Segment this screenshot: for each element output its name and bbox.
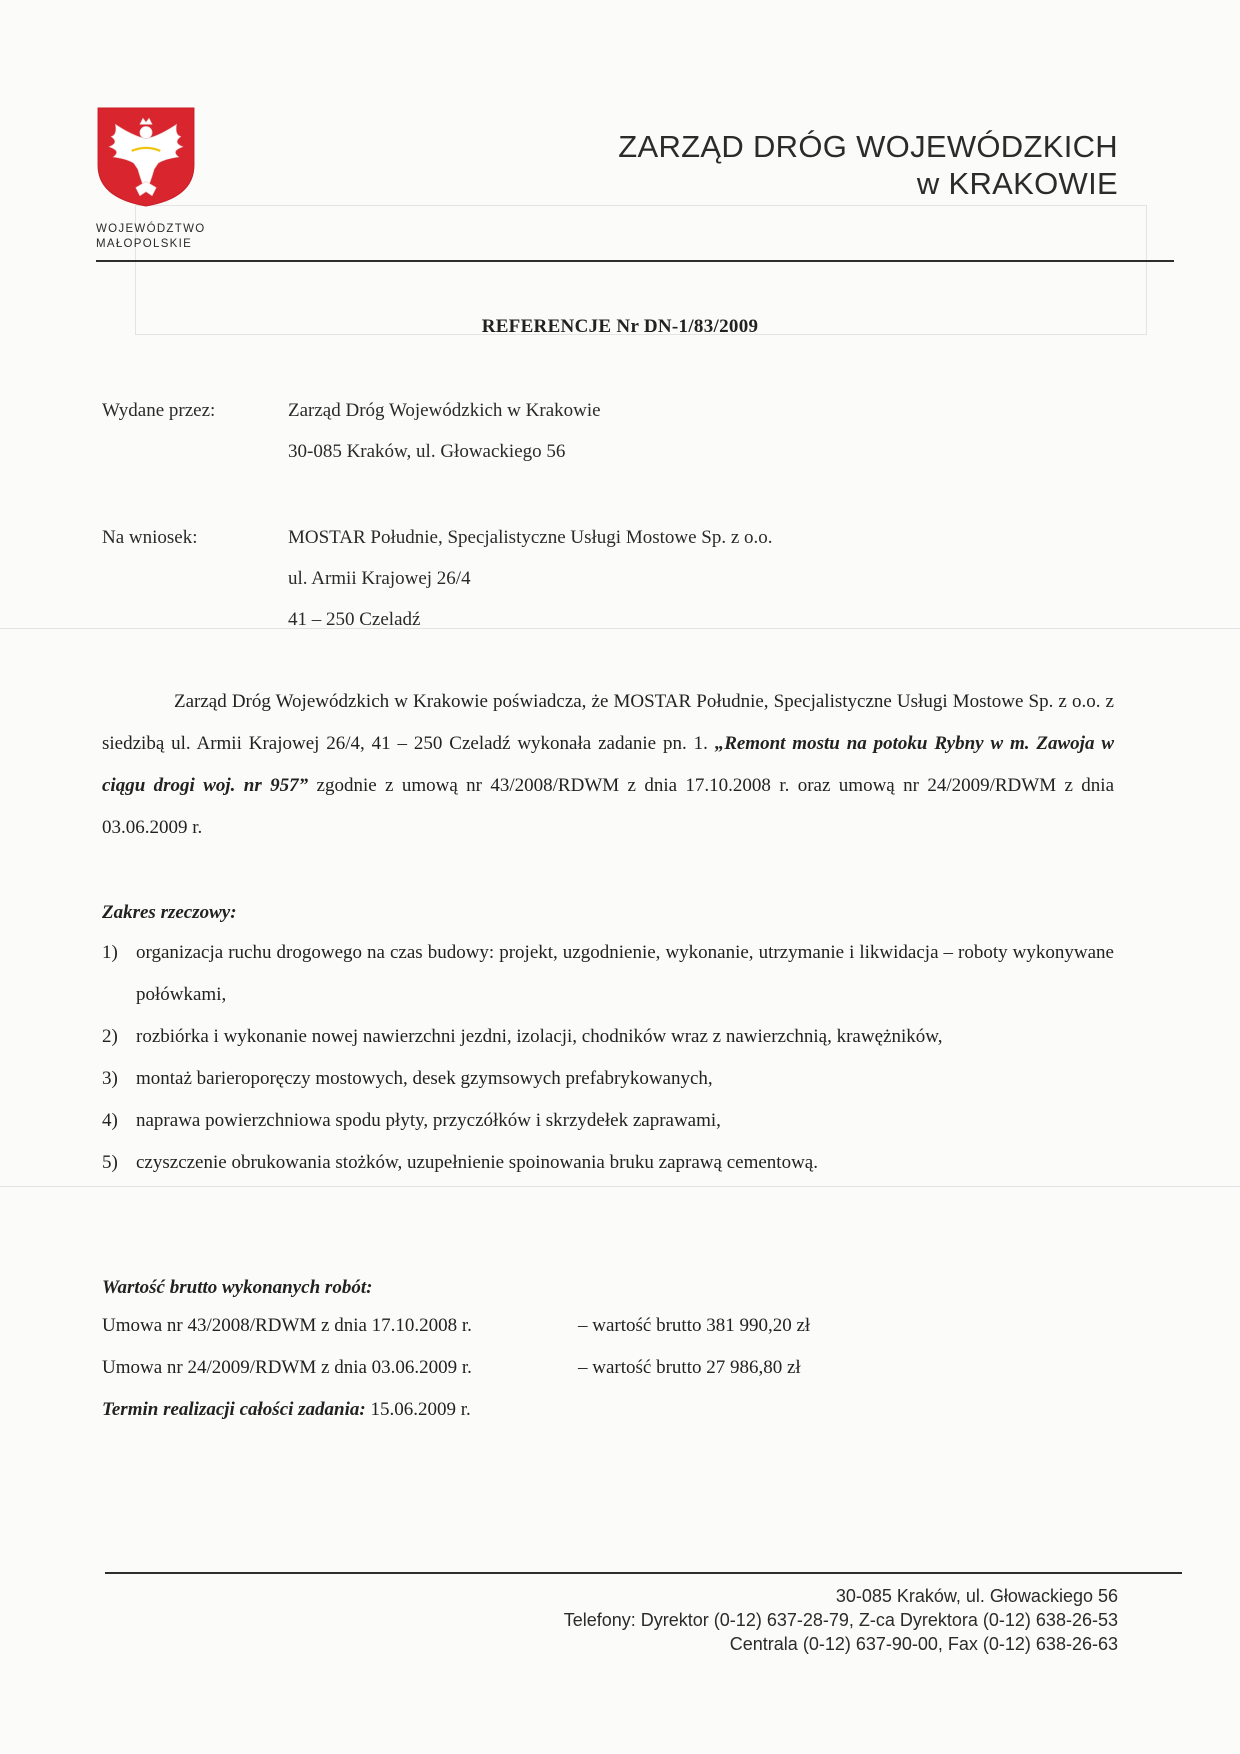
scope-item	[102, 1016, 1114, 1058]
scope-item-number: 2)	[102, 1026, 118, 1047]
eagle-crest-icon	[95, 106, 197, 208]
scope-item-number: 3)	[102, 1068, 118, 1089]
issued-by-line1: Zarząd Dróg Wojewódzkich w Krakowie	[288, 400, 601, 421]
footer-address: 30-085 Kraków, ul. Głowackiego 56	[835, 1586, 1118, 1606]
footer-phones: Telefony: Dyrektor (0-12) 637-28-79, Z-ca Dyrektora (0-12) 638-26-53	[563, 1610, 1118, 1630]
scope-item-number: 4)	[102, 1110, 118, 1131]
crest-caption-line1: WOJEWÓDZTWO	[96, 223, 206, 235]
request-line1: MOSTAR Południe, Specjalistyczne Usługi Mostowe Sp. z o.o.	[288, 527, 773, 548]
issued-by-line2: 30-085 Kraków, ul. Głowackiego 56	[288, 441, 566, 462]
scope-heading: Zakres rzeczowy:	[102, 902, 237, 923]
deadline-value: 15.06.2009 r.	[370, 1399, 471, 1420]
scope-item-text: naprawa powierzchniowa spodu płyty, przyczółków i skrzydełek zaprawami,	[136, 1110, 721, 1131]
scope-item-number: 1)	[102, 942, 118, 963]
contract-2: Umowa nr 24/2009/RDWM z dnia 03.06.2009 r.	[102, 1357, 472, 1378]
header-rule	[96, 260, 1174, 262]
contract-2-line	[102, 1357, 472, 1379]
request-line2: ul. Armii Krajowej 26/4	[288, 568, 471, 589]
request-line3: 41 – 250 Czeladź	[288, 609, 421, 630]
values-heading: Wartość brutto wykonanych robót:	[102, 1277, 373, 1298]
task-name: „Remont mostu na potoku Rybny w m. Zawoja w ciągu drogi woj. nr 957”	[102, 733, 1115, 796]
contract-1: Umowa nr 43/2008/RDWM z dnia 17.10.2008 r.	[102, 1315, 472, 1336]
request-label: Na wniosek:	[102, 527, 198, 548]
organization-title-line2: w KRAKOWIE	[916, 166, 1118, 201]
paragraph-text-1: Zarząd Dróg Wojewódzkich w Krakowie poświadcza, że MOSTAR Południe, Specjalistyczne Usługi Mostowe Sp. z o.o. z siedzibą ul. Armii Krajowej 26/4, 41 – 250 Czeladź wykonała zadanie pn. 1.	[102, 691, 1114, 754]
issued-by-value	[288, 390, 601, 472]
scope-item-text: organizacja ruchu drogowego na czas budowy: projekt, uzgodnienie, wykonanie, utrzymanie i likwidacja – roboty wykonywane połówkami,	[136, 942, 1114, 1005]
contract-1-value: – wartość brutto 381 990,20 zł	[578, 1315, 811, 1336]
certification-paragraph	[102, 681, 1114, 849]
footer-central: Centrala (0-12) 637-90-00, Fax (0-12) 638-26-63	[729, 1634, 1118, 1654]
scope-item	[102, 932, 1114, 1016]
scope-item	[102, 1100, 1114, 1142]
deadline-label: Termin realizacji całości zadania:	[102, 1399, 366, 1420]
contract-2-value: – wartość brutto 27 986,80 zł	[578, 1357, 801, 1378]
contract-1-line	[102, 1315, 472, 1337]
scope-item-text: czyszczenie obrukowania stożków, uzupełnienie spoinowania bruku zaprawą cementową.	[136, 1152, 818, 1173]
crest-caption-line2: MAŁOPOLSKIE	[96, 238, 193, 250]
document-title: REFERENCJE Nr DN-1/83/2009	[481, 316, 759, 337]
organization-title-line1: ZARZĄD DRÓG WOJEWÓDZKICH	[618, 129, 1118, 164]
scan-line	[0, 1186, 1240, 1187]
organization-title	[618, 128, 1118, 202]
scope-list	[102, 932, 1114, 1184]
scope-item	[102, 1142, 1114, 1184]
issued-by-label: Wydane przez:	[102, 400, 216, 421]
request-value	[288, 517, 773, 640]
deadline-line	[102, 1399, 471, 1421]
scope-item	[102, 1058, 1114, 1100]
scope-item-text: montaż barieroporęczy mostowych, desek gzymsowych prefabrykowanych,	[136, 1068, 713, 1089]
crest-caption	[96, 222, 205, 252]
footer-rule	[105, 1572, 1182, 1574]
paragraph-text-2: zgodnie z umową nr 43/2008/RDWM z dnia 17.10.2008 r. oraz umową nr 24/2009/RDWM z dnia 03.06.2009 r.	[102, 775, 1114, 838]
scope-item-text: rozbiórka i wykonanie nowej nawierzchni jezdni, izolacji, chodników wraz z nawierzchnią, krawężników,	[136, 1026, 943, 1047]
footer-contact	[564, 1584, 1118, 1656]
scope-item-number: 5)	[102, 1152, 118, 1173]
